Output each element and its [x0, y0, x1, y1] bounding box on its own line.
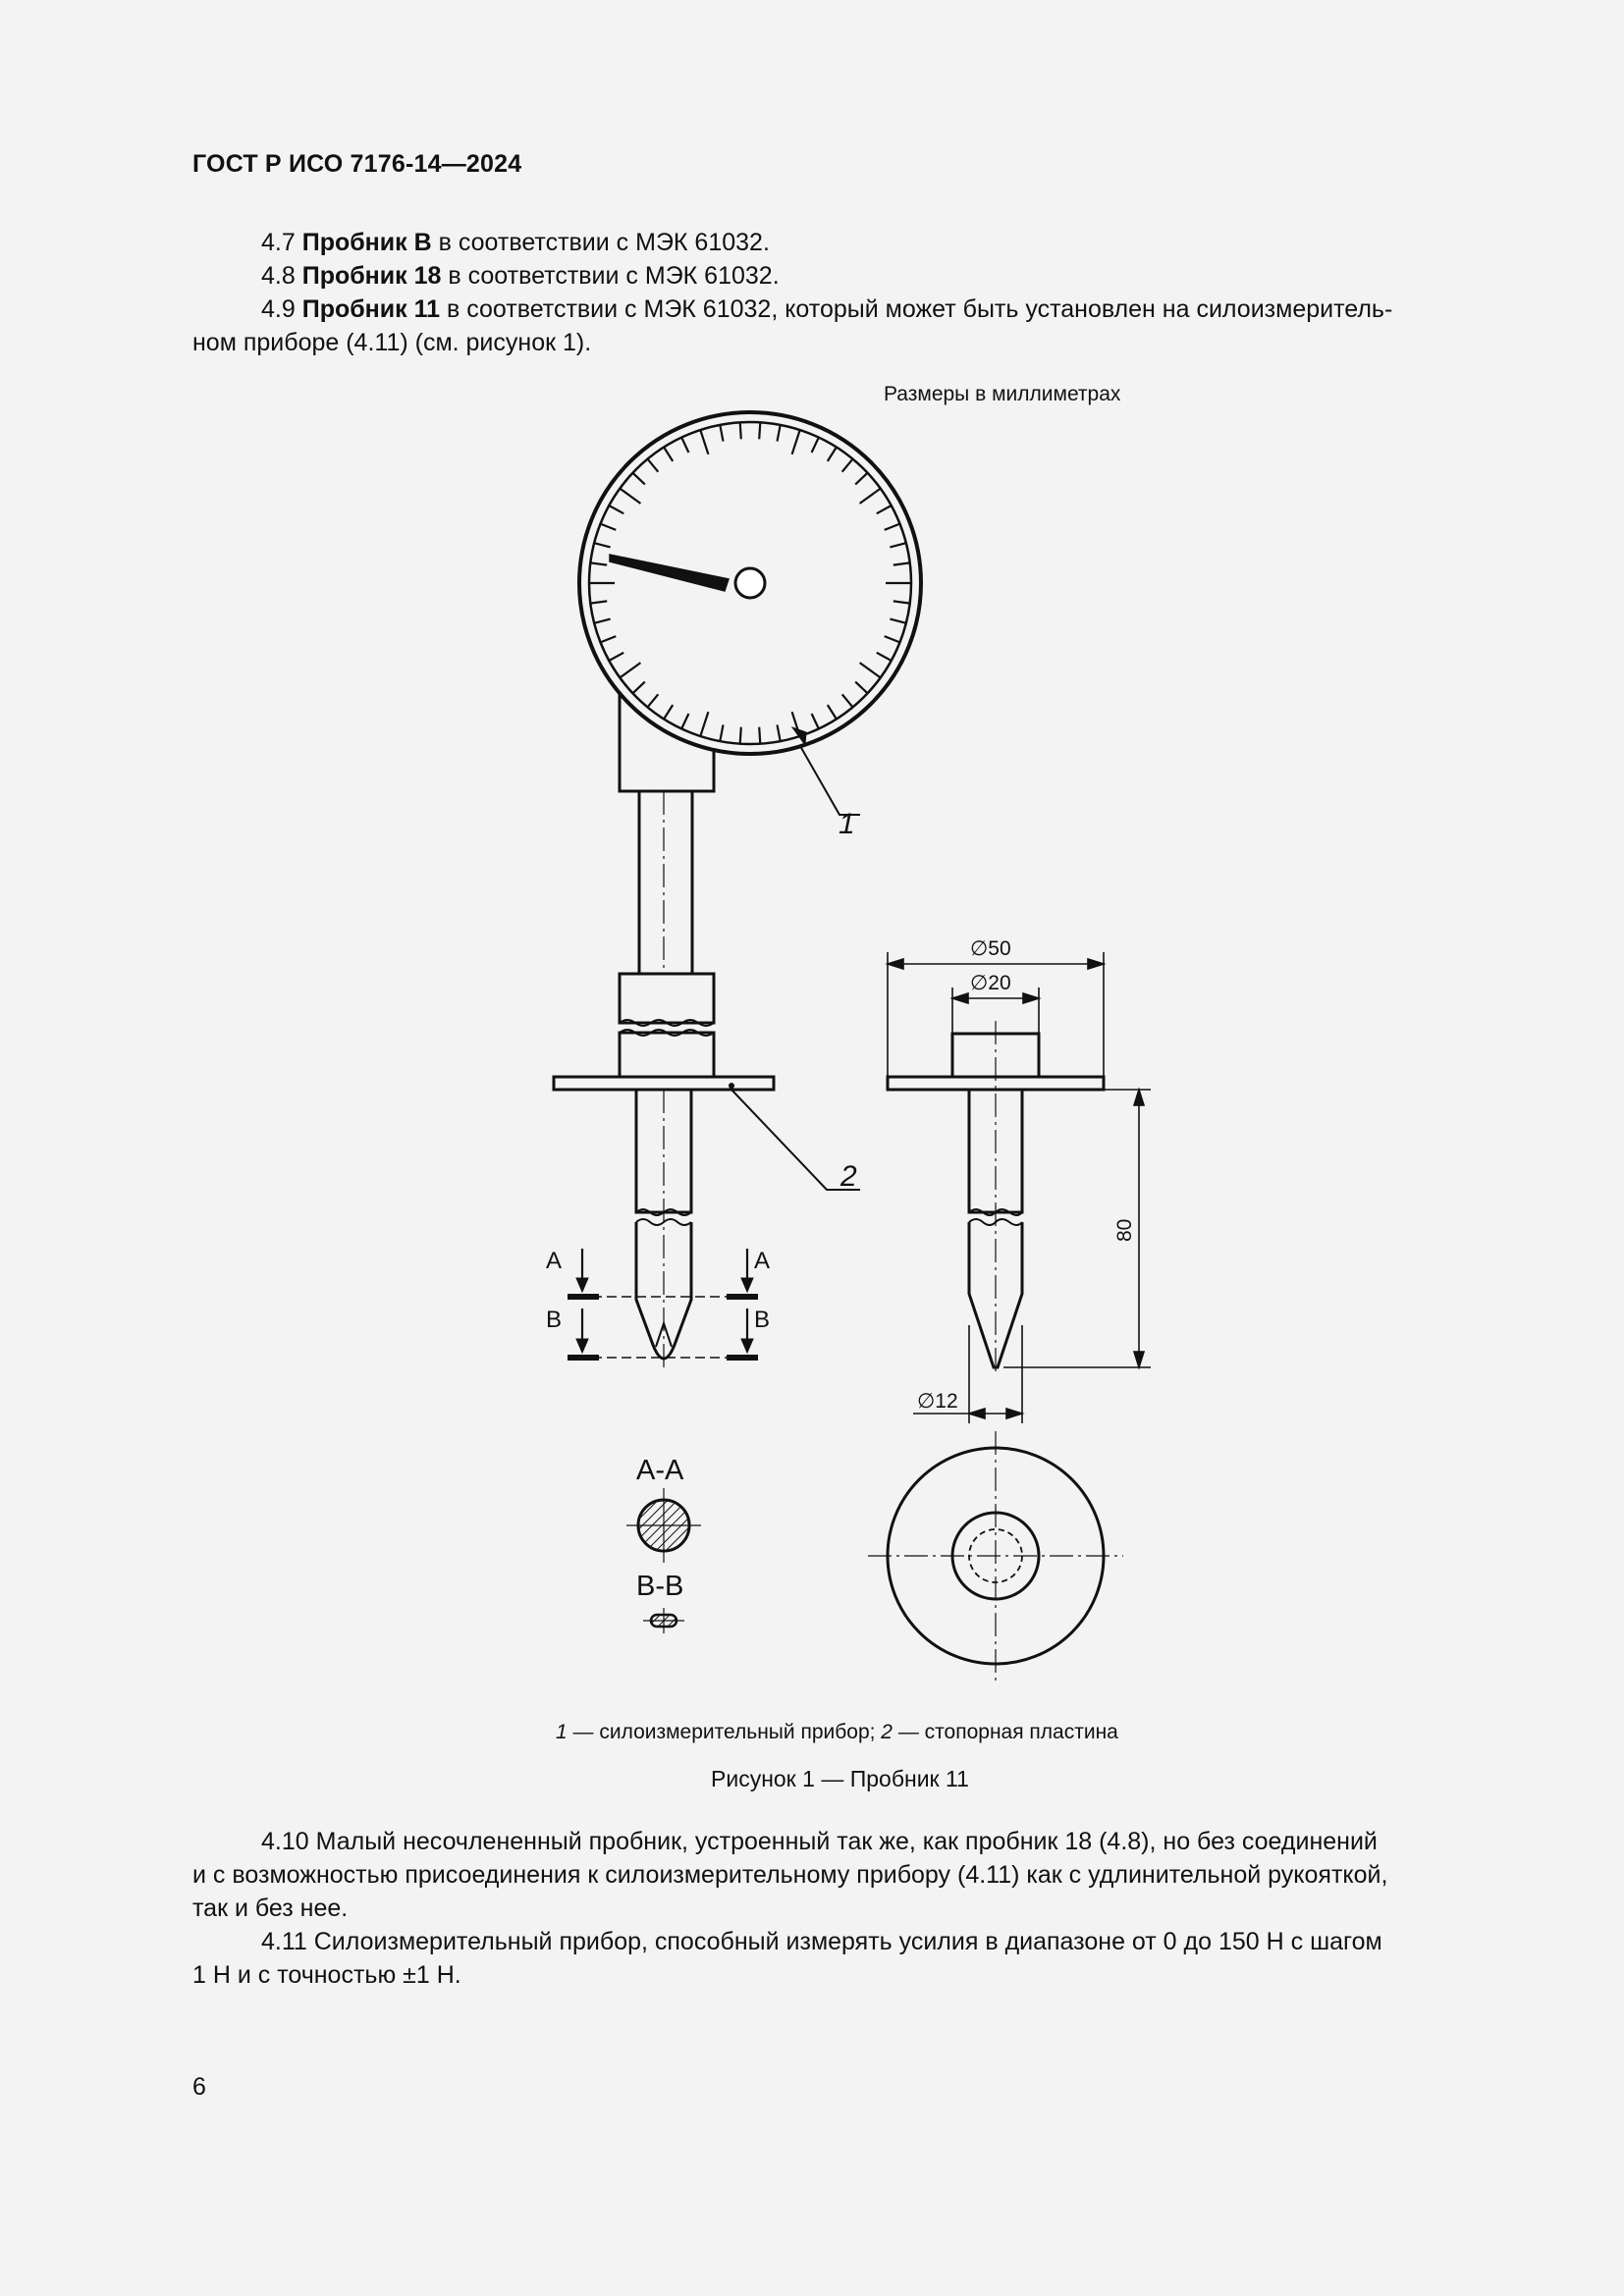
gauge-tick [855, 473, 867, 485]
legend-num-1: 1 [556, 1721, 568, 1743]
gauge-tick [828, 705, 837, 719]
probe-front-view [888, 1021, 1104, 1374]
gauge-tick [778, 724, 781, 741]
section-markers [568, 1249, 758, 1358]
gauge-tick [828, 448, 837, 461]
gauge-tick [594, 543, 610, 547]
clause-text: в соответствии с МЭК 61032, который может быть установлен на силоизмеритель- [446, 295, 1393, 323]
section-a-a-title: A-A [636, 1455, 684, 1486]
gauge-tick [590, 601, 607, 603]
gauge-tick [620, 489, 640, 504]
dim-80: 80 [1113, 1218, 1136, 1242]
gauge-tick [885, 524, 900, 530]
section-label-a-left: A [546, 1248, 563, 1274]
gauge-tick [740, 422, 741, 439]
figure-caption: Рисунок 1 — Пробник 11 [711, 1766, 969, 1791]
gauge-tick [842, 694, 853, 707]
gauge-tick [632, 473, 644, 485]
gauge-tick [700, 430, 708, 454]
gauge-tick [620, 663, 640, 677]
clause-term: Пробник 18 [301, 262, 442, 290]
gauge-tick [609, 653, 623, 661]
gauge-tick [812, 438, 819, 453]
gauge-tick [759, 727, 760, 744]
gauge-tick [681, 714, 688, 728]
callout-1-leader [800, 746, 860, 815]
dim-d50: ∅50 [970, 937, 1011, 960]
section-label-b-left: B [546, 1307, 563, 1333]
gauge-tick [664, 705, 673, 719]
gauge-tick [740, 727, 741, 744]
gauge-tick [601, 524, 617, 530]
gauge-tick [890, 619, 905, 623]
dimensions-note: Размеры в миллиметрах [884, 383, 1121, 405]
clause-text: в соответствии с МЭК 61032. [448, 262, 780, 290]
paragraph-4-10-line3: так и без нее. [192, 1895, 349, 1922]
gauge-needle [610, 555, 729, 591]
gauge-tick [860, 489, 881, 504]
gauge-tick [594, 619, 610, 623]
probe-nut-lower [620, 1033, 714, 1077]
figure-legend [556, 1721, 1118, 1744]
clause-term: Пробник 11 [301, 295, 441, 323]
gauge-tick [601, 636, 617, 642]
clause-number: 4.7 [261, 229, 296, 256]
clause-number: 4.8 [261, 262, 296, 290]
gauge-tick [720, 425, 723, 442]
section-label-b-right: B [754, 1307, 771, 1333]
gauge-tick [632, 682, 644, 694]
probe-nut [620, 974, 714, 1023]
bottom-circular-view [868, 1431, 1123, 1681]
section-b-b-title: B-B [636, 1571, 684, 1602]
gauge-tick [590, 562, 607, 564]
gauge-tick [792, 430, 800, 454]
stop-plate [554, 1077, 774, 1090]
gauge-needle-hub [735, 568, 765, 598]
section-views [626, 1488, 701, 1633]
dimension-lines [888, 952, 1151, 1423]
gauge-tick [855, 682, 867, 694]
gauge-tick [877, 506, 892, 513]
page-number: 6 [192, 2073, 206, 2101]
gauge-tick [720, 724, 723, 741]
legend-num-2: 2 [881, 1721, 893, 1743]
clause-term: Пробник B [301, 229, 432, 256]
paragraph-4-9-cont: ном приборе (4.11) (см. рисунок 1). [192, 329, 592, 356]
paragraph-4-11-line2: 1 Н и с точностью ±1 Н. [192, 1961, 461, 1989]
legend-text-1: — силоизмерительный прибор; [567, 1721, 882, 1743]
gauge-tick [700, 712, 708, 736]
gauge-tick [681, 438, 688, 453]
callout-1: 1 [839, 808, 855, 840]
clause-text: в соответствии с МЭК 61032. [438, 229, 770, 256]
gauge-tick [885, 636, 900, 642]
dial-gauge [579, 412, 921, 754]
dim-d12: ∅12 [917, 1390, 958, 1413]
paragraph-4-10-line2: и с возможностью присоединения к силоизмерительному прибору (4.11) как с удлинительной рукояткой, [192, 1861, 1388, 1889]
gauge-tick [893, 601, 910, 603]
figure-labels [546, 808, 1136, 1602]
probe-rod-upper [639, 791, 692, 974]
callout-2: 2 [840, 1160, 857, 1193]
paragraph-4-11: 4.11 Силоизмерительный прибор, способный измерять усилия в диапазоне от 0 до 150 Н с шагом [261, 1928, 1382, 1955]
gauge-tick [648, 459, 659, 472]
section-label-a-right: A [754, 1248, 771, 1274]
legend-text-2: — стопорная пластина [892, 1721, 1118, 1743]
clause-number: 4.9 [261, 295, 296, 323]
gauge-tick [648, 694, 659, 707]
gauge-tick [860, 663, 881, 677]
gauge-tick [609, 506, 623, 513]
probe-side-view [554, 694, 860, 1372]
gauge-tick [812, 714, 819, 728]
gauge-tick [890, 543, 905, 547]
gauge-tick [664, 448, 673, 461]
gauge-tick [893, 562, 910, 564]
gauge-tick [759, 422, 760, 439]
paragraph-4-10: 4.10 Малый несочлененный пробник, устроенный так же, как пробник 18 (4.8), но без соединений [261, 1828, 1378, 1855]
document-header: ГОСТ Р ИСО 7176-14—2024 [192, 150, 522, 178]
gauge-tick [877, 653, 892, 661]
gauge-tick [842, 459, 853, 472]
gauge-tick [778, 425, 781, 442]
dim-d20: ∅20 [970, 972, 1011, 994]
